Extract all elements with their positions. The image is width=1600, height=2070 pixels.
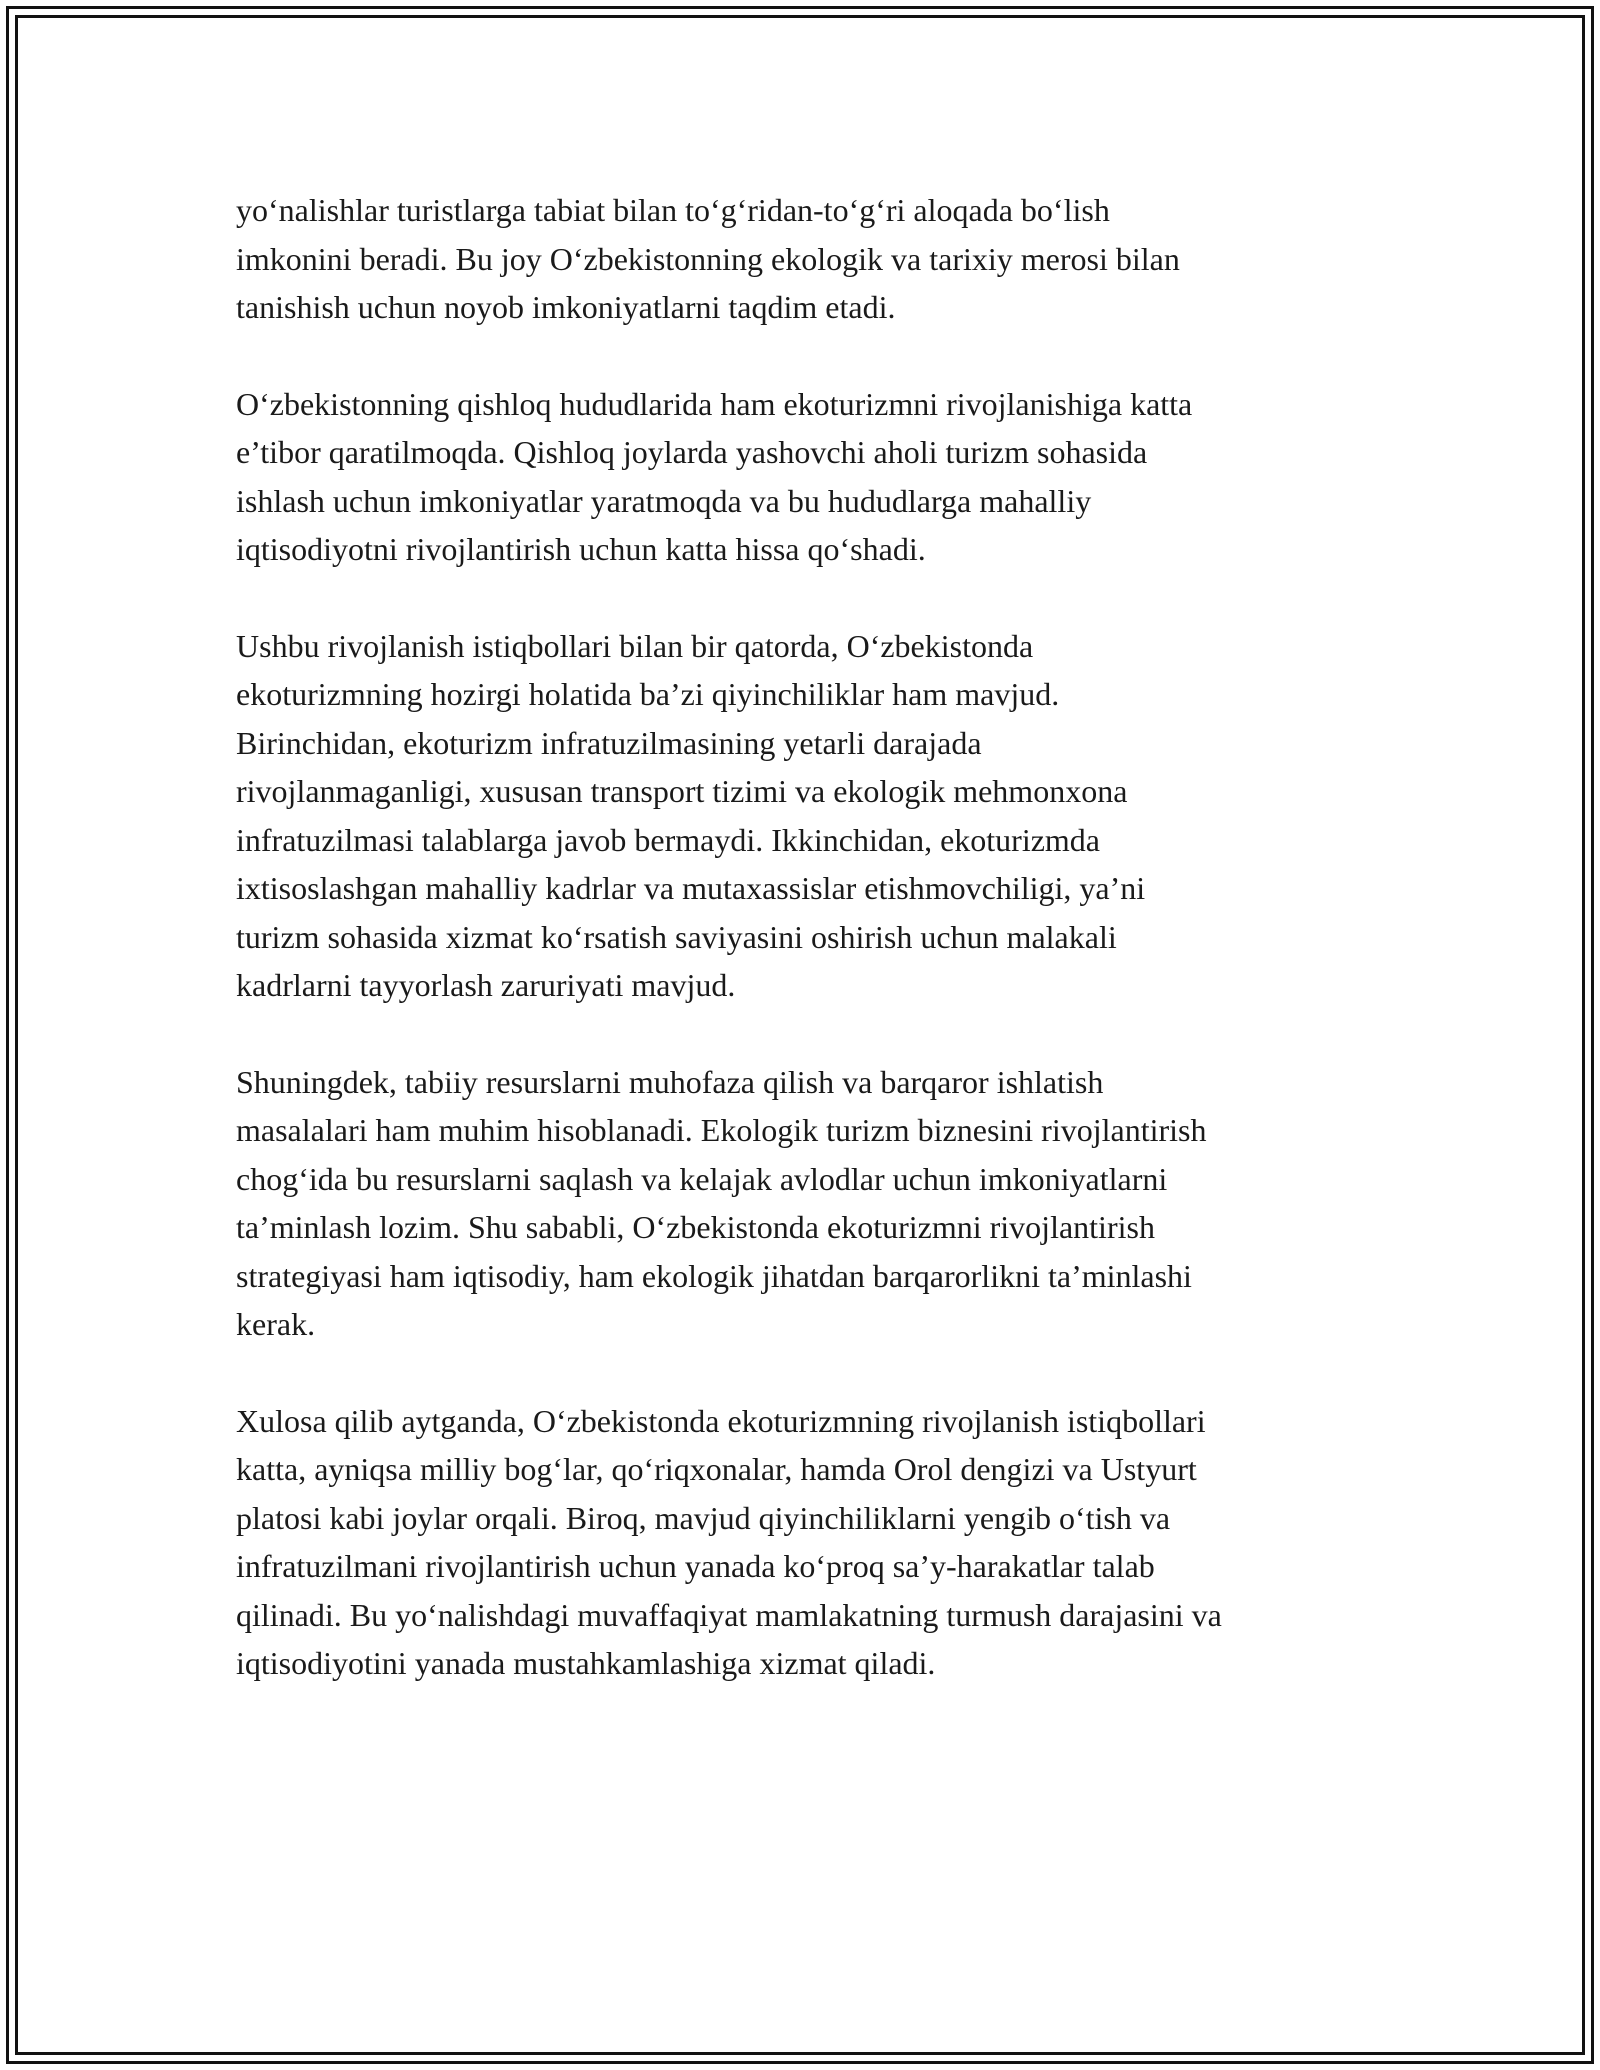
paragraph-1 — [236, 186, 1376, 332]
text-line: ishlash uchun imkoniyatlar yaratmoqda va bu hududlarga mahalliy — [236, 482, 1092, 519]
text-line: ekoturizmning hozirgi holatida ba’zi qiyinchiliklar ham mavjud. — [236, 676, 1060, 712]
text-line: e’tibor qaratilmoqda. Qishloq joylarda yashovchi aholi turizm sohasida — [236, 434, 1148, 470]
text-line: kadrlarni tayyorlash zaruriyati mavjud. — [236, 967, 736, 1003]
text-line: ixtisoslashgan mahalliy kadrlar va mutaxassislar etishmovchiligi, ya’ni — [236, 870, 1146, 906]
text-line: Ushbu rivojlanish istiqbollari bilan bir qatorda, O‘zbekistonda — [236, 627, 1034, 664]
text-line: yo‘nalishlar turistlarga tabiat bilan to‘g‘ridan-to‘g‘ri aloqada bo‘lish — [236, 192, 1110, 228]
text-line: Shuningdek, tabiiy resurslarni muhofaza qilish va barqaror ishlatish — [236, 1063, 1104, 1100]
text-line: tanishish uchun noyob imkoniyatlarni taqdim etadi. — [236, 289, 896, 325]
paragraph-5 — [236, 1397, 1376, 1688]
text-line: infratuzilmasi talablarga javob bermaydi. Ikkinchidan, ekoturizmda — [236, 821, 1100, 858]
text-line: qilinadi. Bu yo‘nalishdagi muvaffaqiyat mamlakatning turmush darajasini va — [236, 1596, 1222, 1633]
paragraph-4 — [236, 1058, 1376, 1349]
text-line: katta, ayniqsa milliy bog‘lar, qo‘riqxonalar, hamda Orol dengizi va Ustyurt — [236, 1451, 1197, 1487]
text-line: iqtisodiyotni rivojlantirish uchun katta hissa qo‘shadi. — [236, 531, 926, 567]
text-line: O‘zbekistonning qishloq hududlarida ham ekoturizmni rivojlanishiga katta — [236, 385, 1193, 422]
text-line: turizm sohasida xizmat ko‘rsatish saviyasini oshirish uchun malakali — [236, 918, 1117, 955]
text-line: masalalari ham muhim hisoblanadi. Ekologik turizm biznesini rivojlantirish — [236, 1112, 1207, 1148]
paragraph-3 — [236, 622, 1376, 1010]
text-line: kerak. — [236, 1306, 316, 1342]
text-line: iqtisodiyotini yanada mustahkamlashiga xizmat qiladi. — [236, 1645, 936, 1681]
paragraph-2 — [236, 380, 1376, 574]
text-line: Xulosa qilib aytganda, O‘zbekistonda ekoturizmning rivojlanish istiqbollari — [236, 1402, 1206, 1439]
text-line: chog‘ida bu resurslarni saqlash va kelajak avlodlar uchun imkoniyatlarni — [236, 1160, 1168, 1197]
text-line: imkonini beradi. Bu joy O‘zbekistonning ekologik va tarixiy merosi bilan — [236, 240, 1180, 277]
text-line: rivojlanmaganligi, xususan transport tizimi va ekologik mehmonxona — [236, 773, 1128, 809]
text-line: platosi kabi joylar orqali. Biroq, mavjud qiyinchiliklarni yengib o‘tish va — [236, 1499, 1171, 1536]
text-line: ta’minlash lozim. Shu sababli, O‘zbekistonda ekoturizmni rivojlantirish — [236, 1209, 1155, 1245]
text-line: infratuzilmani rivojlantirish uchun yanada ko‘proq sa’y-harakatlar talab — [236, 1548, 1155, 1584]
text-line: strategiyasi ham iqtisodiy, ham ekologik jihatdan barqarorlikni ta’minlashi — [236, 1257, 1192, 1294]
document-body — [236, 186, 1376, 1736]
text-line: Birinchidan, ekoturizm infratuzilmasining yetarli darajada — [236, 724, 982, 761]
